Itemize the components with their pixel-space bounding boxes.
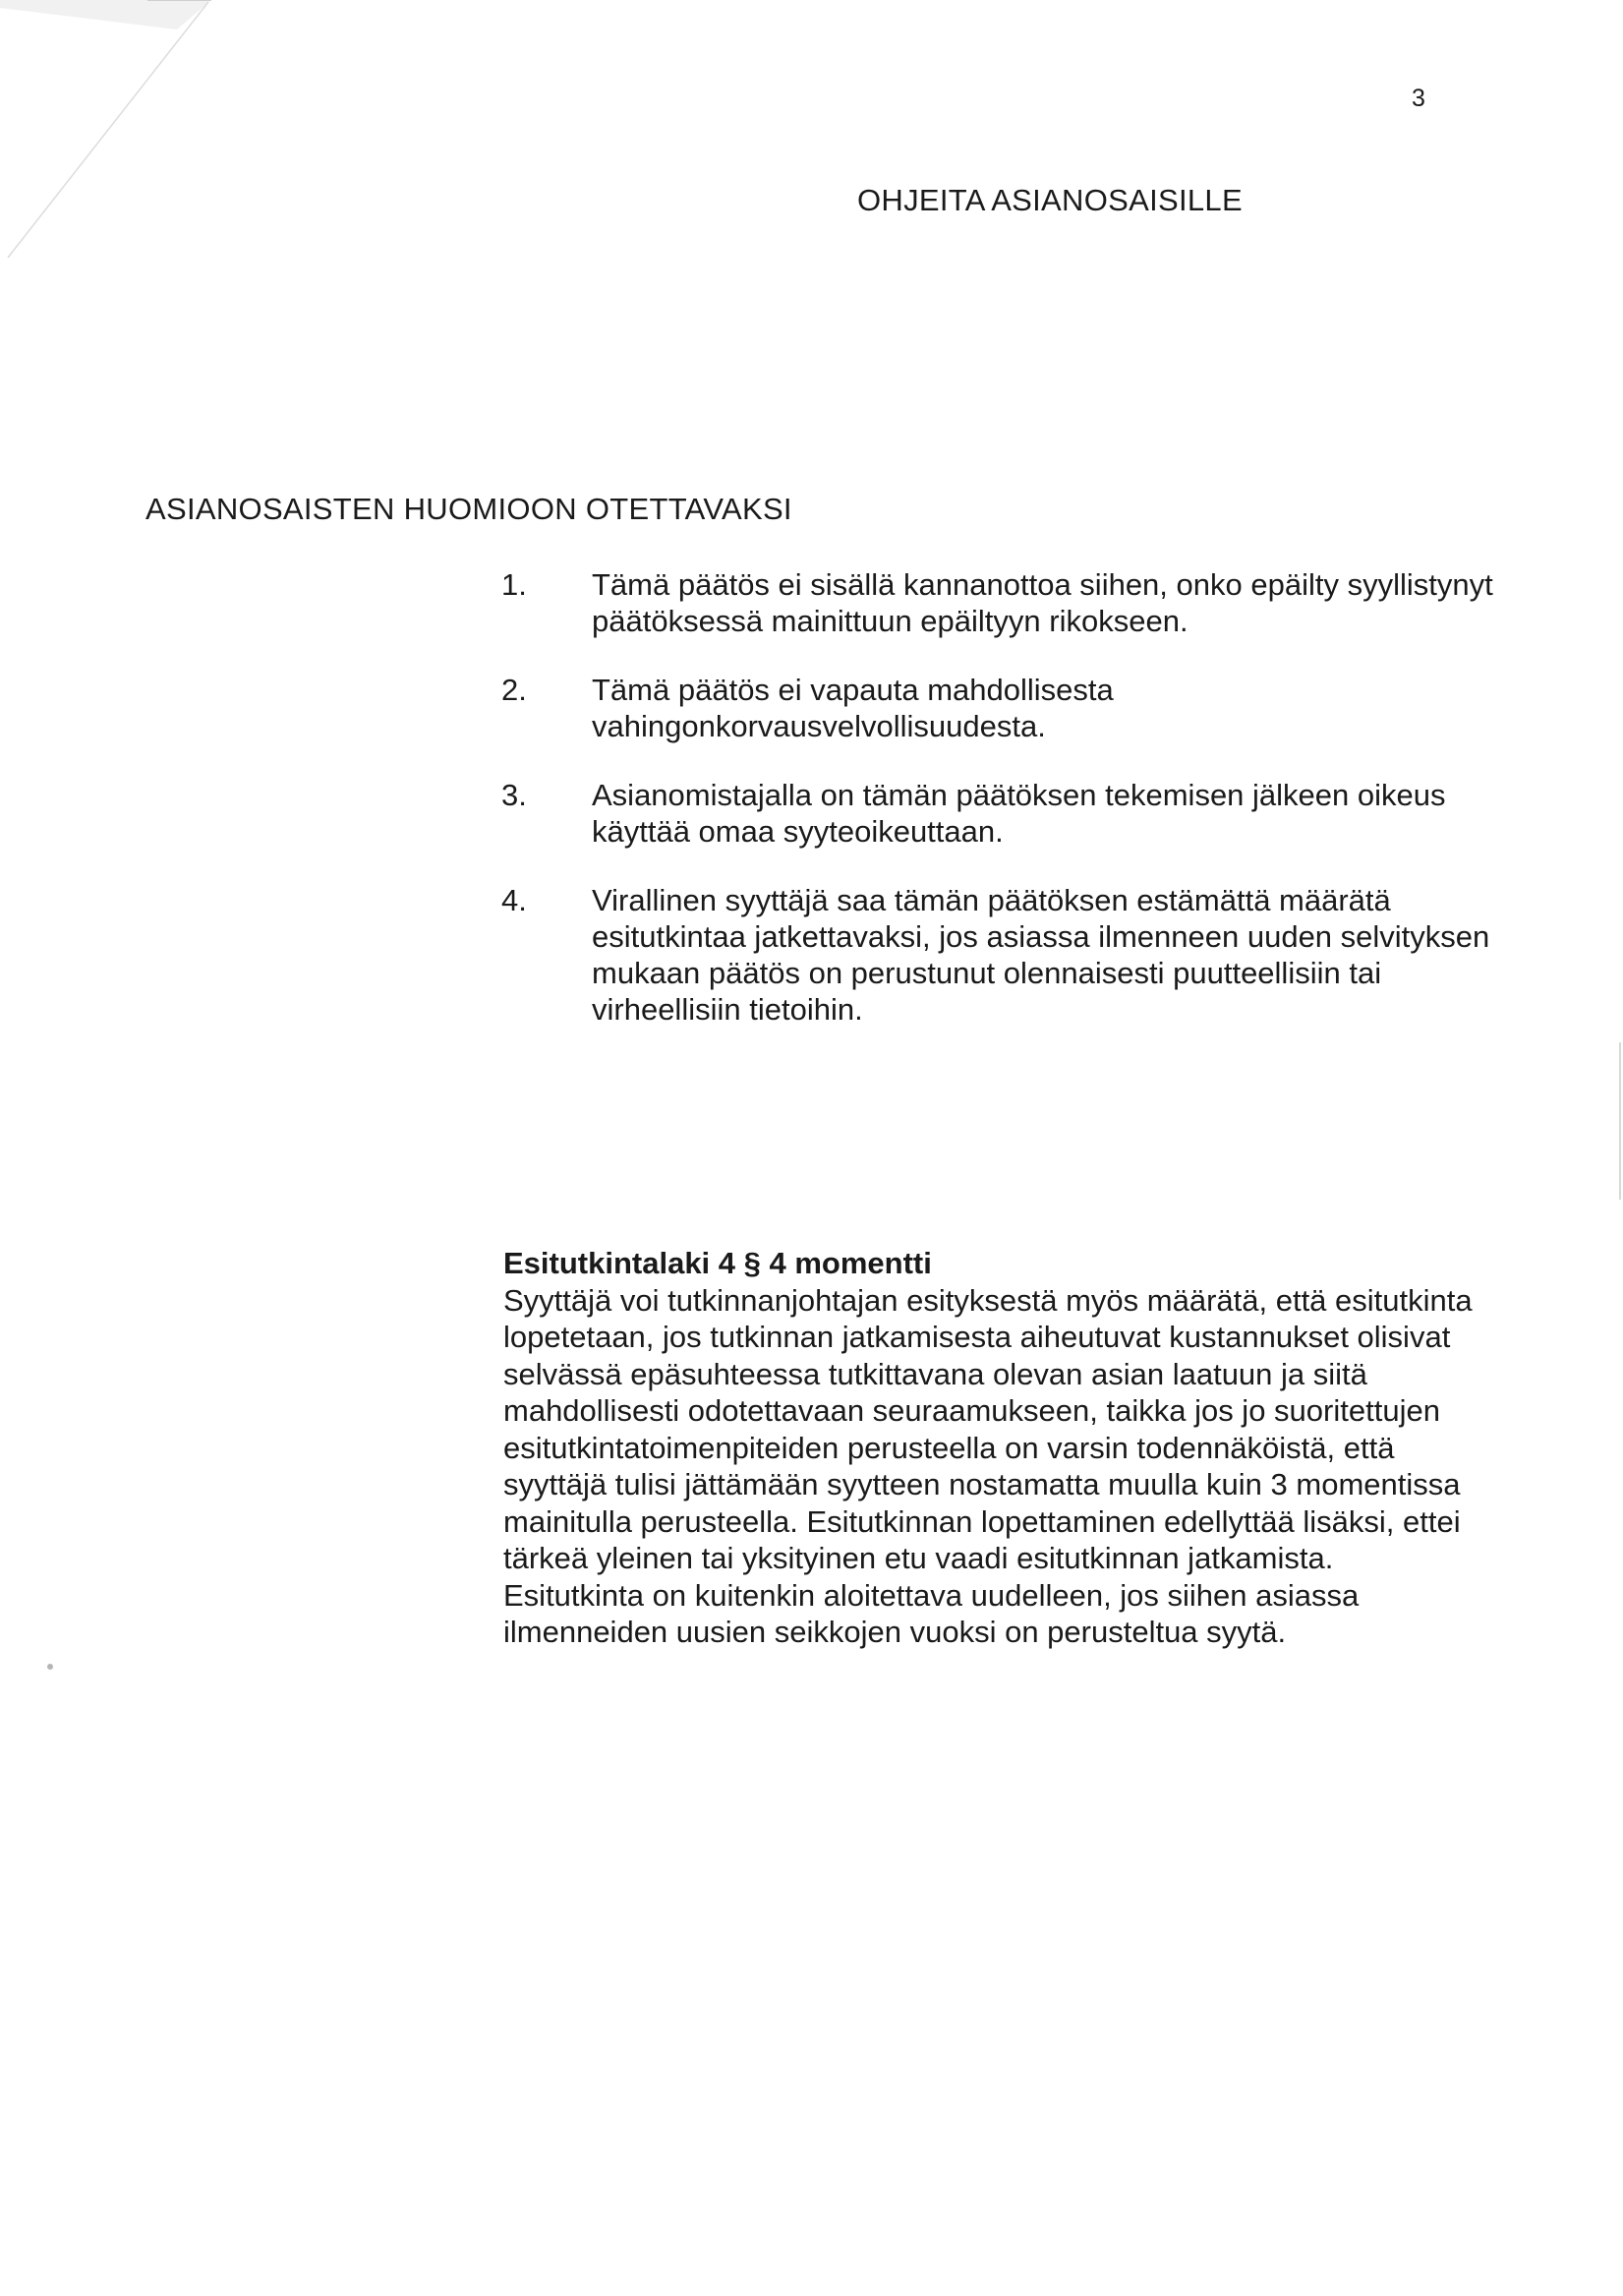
scan-speck <box>47 1664 53 1670</box>
notes-list <box>501 566 1593 1060</box>
note-line: mukaan päätös on perustunut olennaisesti puutteellisiin tai <box>592 956 1382 990</box>
note-line: vahingonkorvausvelvollisuudesta. <box>592 709 1046 743</box>
law-line: ilmenneiden uusien seikkojen vuoksi on perusteltua syytä. <box>503 1615 1287 1649</box>
note-text <box>592 777 1585 850</box>
section-heading: ASIANOSAISTEN HUOMIOON OTETTAVAKSI <box>145 492 792 526</box>
note-text <box>592 566 1585 639</box>
note-number: 3. <box>501 778 527 812</box>
note-text <box>592 882 1585 1028</box>
law-excerpt <box>503 1245 1565 1651</box>
note-number: 4. <box>501 883 527 917</box>
note-item <box>501 672 1593 744</box>
note-number: 2. <box>501 673 527 707</box>
note-item <box>501 777 1593 850</box>
document-title: OHJEITA ASIANOSAISILLE <box>857 183 1243 217</box>
law-line: Esitutkinta on kuitenkin aloitettava uudelleen, jos siihen asiassa <box>503 1577 1360 1613</box>
note-line: esitutkintaa jatkettavaksi, jos asiassa ilmenneen uuden selvityksen <box>592 919 1490 954</box>
law-line: Syyttäjä voi tutkinnanjohtajan esityksestä myös määrätä, että esitutkinta <box>503 1282 1473 1318</box>
note-line: Asianomistajalla on tämän päätöksen tekemisen jälkeen oikeus <box>592 778 1446 812</box>
note-number: 1. <box>501 567 527 602</box>
law-line: selvässä epäsuhteessa tutkittavana olevan asian laatuun ja siitä <box>503 1356 1367 1391</box>
note-text <box>592 672 1585 744</box>
law-line: esitutkintatoimenpiteiden perusteella on varsin todennäköistä, että <box>503 1430 1395 1465</box>
law-line: lopetetaan, jos tutkinnan jatkamisesta aiheutuvat kustannukset olisivat <box>503 1320 1451 1354</box>
law-line: mahdollisesti odotettavaan seuraamukseen, taikka jos jo suoritettujen <box>503 1393 1440 1428</box>
note-line: Tämä päätös ei vapauta mahdollisesta <box>592 673 1114 707</box>
note-line: Virallinen syyttäjä saa tämän päätöksen estämättä määrätä <box>592 883 1391 917</box>
scan-edge-mark <box>1619 1042 1621 1200</box>
law-line: mainitulla perusteella. Esitutkinnan lopettaminen edellyttää lisäksi, ettei <box>503 1503 1461 1539</box>
law-line: syyttäjä tulisi jättämään syytteen nostamatta muulla kuin 3 momentissa <box>503 1467 1461 1501</box>
law-heading: Esitutkintalaki 4 § 4 momentti <box>503 1246 932 1280</box>
page-number: 3 <box>1412 85 1425 112</box>
note-line: päätöksessä mainittuun epäiltyyn rikokseen. <box>592 604 1188 638</box>
note-item <box>501 566 1593 639</box>
scan-fold-mark <box>0 0 1623 393</box>
note-line: Tämä päätös ei sisällä kannanottoa siihen, onko epäilty syyllistynyt <box>592 567 1493 602</box>
law-line: tärkeä yleinen tai yksityinen etu vaadi esitutkinnan jatkamista. <box>503 1541 1334 1575</box>
note-line: virheellisiin tietoihin. <box>592 992 863 1027</box>
note-line: käyttää omaa syyteoikeuttaan. <box>592 814 1004 849</box>
note-item <box>501 882 1593 1028</box>
